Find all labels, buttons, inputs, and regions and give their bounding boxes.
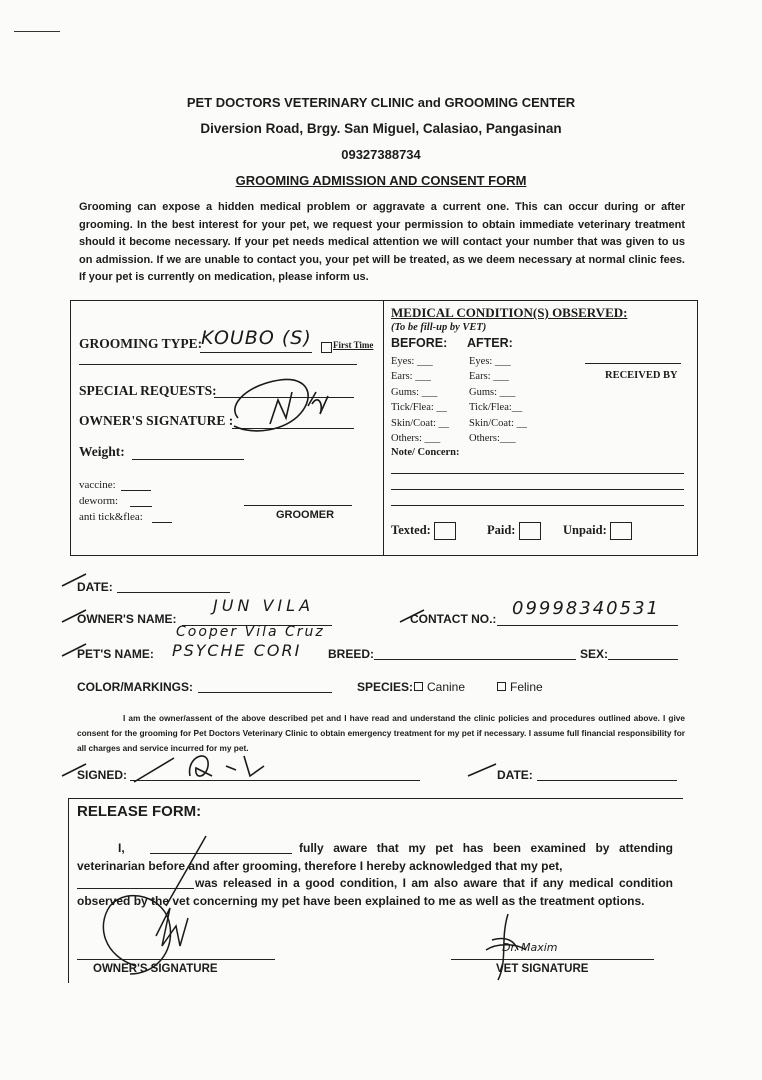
pet-name-value-top: Cooper Vila Cruz bbox=[176, 624, 325, 640]
anti-tick-label: anti tick&flea: bbox=[79, 511, 143, 523]
grooming-type-label: GROOMING TYPE: bbox=[79, 336, 203, 351]
intro-paragraph: Grooming can expose a hidden medical problem or aggravate a current one. This can occur during or after grooming. In the best interest for your pet, we request your permission to obtain immediate veterinary treatment should it become necessary. If your pet needs medical attention we will contact your number that was given to us on admission. If we are unable to contact you, your pet will be treated, as we deem necessary at normal clinic fees. If your pet is currently on medication, please inform us. bbox=[79, 201, 685, 283]
breed-label: BREED: bbox=[328, 647, 375, 661]
release-text-2: was released in a good condition, I am also aware that if any medical condition observed by the vet concerning my pet have been explained to me as well as the treatment options. bbox=[77, 876, 673, 908]
note-concern-label: Note/ Concern: bbox=[391, 447, 460, 458]
signed-date-line[interactable] bbox=[537, 780, 677, 781]
grooming-type-line bbox=[200, 352, 312, 353]
feline-label: Feline bbox=[510, 680, 543, 694]
before-others[interactable]: Others: ___ bbox=[391, 433, 441, 445]
before-list bbox=[391, 354, 449, 446]
release-title: RELEASE FORM: bbox=[77, 803, 202, 820]
note-line-3[interactable] bbox=[391, 505, 684, 506]
contact-check-mark bbox=[398, 606, 428, 626]
canine-label: Canine bbox=[427, 680, 466, 694]
groomer-label: GROOMER bbox=[276, 509, 335, 521]
before-ears[interactable]: Ears: ___ bbox=[391, 371, 431, 383]
color-markings-label: COLOR/MARKINGS: bbox=[77, 680, 193, 694]
contact-value: 09998340531 bbox=[512, 598, 660, 619]
date-label: DATE: bbox=[77, 580, 113, 594]
release-owner-signature-label: OWNER'S SIGNATURE bbox=[93, 963, 218, 975]
color-markings-line[interactable] bbox=[198, 692, 332, 693]
after-ears[interactable]: Ears: ___ bbox=[469, 371, 509, 383]
unpaid-label: Unpaid: bbox=[563, 522, 607, 537]
form-title: GROOMING ADMISSION AND CONSENT FORM bbox=[235, 173, 527, 188]
before-eyes[interactable]: Eyes: ___ bbox=[391, 356, 433, 367]
before-skin-coat[interactable]: Skin/Coat: __ bbox=[391, 417, 450, 429]
note-line-2[interactable] bbox=[391, 489, 684, 490]
after-label: AFTER: bbox=[467, 336, 513, 350]
feline-checkbox[interactable] bbox=[497, 682, 506, 691]
pet-name-label: PET'S NAME: bbox=[77, 647, 154, 661]
after-gums[interactable]: Gums: ___ bbox=[469, 386, 516, 398]
release-i-label: I, bbox=[118, 841, 125, 855]
owner-name-check-mark bbox=[60, 606, 90, 626]
signed-date-label: DATE: bbox=[497, 768, 533, 782]
vaccine-label: vaccine: bbox=[79, 479, 116, 491]
sex-line[interactable] bbox=[608, 659, 678, 660]
date-check-mark bbox=[60, 570, 90, 590]
contact-line[interactable] bbox=[497, 625, 678, 626]
pet-name-check-mark bbox=[60, 640, 90, 660]
paid-checkbox[interactable] bbox=[519, 522, 541, 540]
grooming-type-value: KOUBO (S) bbox=[201, 327, 312, 349]
release-owner-signature-line[interactable] bbox=[77, 959, 275, 960]
texted-field bbox=[391, 522, 456, 540]
clinic-name: PET DOCTORS VETERINARY CLINIC and GROOMING CENTER bbox=[186, 95, 576, 110]
paid-field bbox=[487, 522, 541, 540]
signed-date-check-mark bbox=[466, 760, 500, 780]
feline-option[interactable] bbox=[497, 680, 543, 694]
owner-name-value: JUN VILA bbox=[213, 596, 315, 615]
after-eyes[interactable]: Eyes: ___ bbox=[469, 356, 511, 367]
consent-paragraph: I am the owner/assent of the above described pet and I have read and understand the clinic policies and procedures outlined above. I give consent for the grooming for Pet Doctors Veterinary Clinic to obtain emergency treatment for my pet if necessary. I assume full financial responsibility for all charges and service incurred for my pet. bbox=[77, 713, 685, 753]
stray-mark bbox=[14, 31, 60, 32]
before-gums[interactable]: Gums: ___ bbox=[391, 386, 438, 398]
anti-tick-line[interactable] bbox=[152, 522, 172, 523]
texted-label: Texted: bbox=[391, 522, 431, 537]
medical-title: MEDICAL CONDITION(S) OBSERVED: bbox=[391, 305, 628, 320]
medical-subtitle: (To be fill-up by VET) bbox=[391, 322, 487, 333]
before-tick-flea[interactable]: Tick/Flea: __ bbox=[391, 402, 447, 414]
contact-label: CONTACT NO.: bbox=[410, 612, 497, 626]
release-vet-signature-text: Dr. Maxim bbox=[502, 941, 558, 954]
date-line[interactable] bbox=[117, 592, 230, 593]
signed-signature bbox=[130, 746, 270, 790]
species-label: SPECIES: bbox=[357, 680, 414, 694]
sex-label: SEX: bbox=[580, 647, 609, 661]
pet-name-value: PSYCHE CORI bbox=[172, 641, 302, 660]
clinic-address: Diversion Road, Brgy. San Miguel, Calasiao, Pangasinan bbox=[200, 121, 562, 136]
after-tick-flea[interactable]: Tick/Flea:__ bbox=[469, 402, 523, 414]
canine-option[interactable] bbox=[414, 680, 465, 694]
groomer-line[interactable] bbox=[244, 505, 352, 506]
vaccine-line[interactable] bbox=[121, 490, 151, 491]
note-line-1[interactable] bbox=[391, 473, 684, 474]
texted-checkbox[interactable] bbox=[434, 522, 456, 540]
received-by-label: RECEIVED BY bbox=[605, 370, 678, 381]
clinic-phone: 09327388734 bbox=[341, 147, 421, 162]
first-time-label: First Time bbox=[333, 340, 374, 350]
release-vet-signature-label: VET SIGNATURE bbox=[496, 963, 589, 975]
after-others[interactable]: Others:___ bbox=[469, 433, 516, 445]
unpaid-field bbox=[563, 522, 632, 540]
signed-label: SIGNED: bbox=[77, 768, 128, 782]
owner-name-label: OWNER'S NAME: bbox=[77, 612, 177, 626]
owners-signature-label: OWNER'S SIGNATURE : bbox=[79, 413, 234, 428]
owner-signature-scribble bbox=[220, 374, 340, 444]
after-list bbox=[469, 354, 527, 446]
canine-checkbox[interactable] bbox=[414, 682, 423, 691]
weight-line[interactable] bbox=[132, 459, 244, 460]
paid-label: Paid: bbox=[487, 522, 516, 537]
box-divider bbox=[383, 300, 384, 556]
after-skin-coat[interactable]: Skin/Coat: __ bbox=[469, 417, 528, 429]
breed-line[interactable] bbox=[374, 659, 576, 660]
first-time-checkbox[interactable] bbox=[321, 340, 332, 358]
deworm-label: deworm: bbox=[79, 495, 119, 507]
release-text-1: fully aware that my pet has been examined by attending veterinarian before and after grooming, therefore I hereby acknowledged that my pet, bbox=[77, 841, 673, 873]
deworm-line[interactable] bbox=[130, 506, 152, 507]
unpaid-checkbox[interactable] bbox=[610, 522, 632, 540]
signed-check-mark bbox=[60, 760, 90, 780]
special-requests-label: SPECIAL REQUESTS: bbox=[79, 383, 217, 398]
grooming-type-underline bbox=[79, 364, 357, 365]
release-vet-signature bbox=[478, 910, 538, 1000]
before-label: BEFORE: bbox=[391, 336, 448, 350]
weight-label: Weight: bbox=[79, 444, 125, 459]
received-by-line[interactable] bbox=[585, 363, 681, 364]
